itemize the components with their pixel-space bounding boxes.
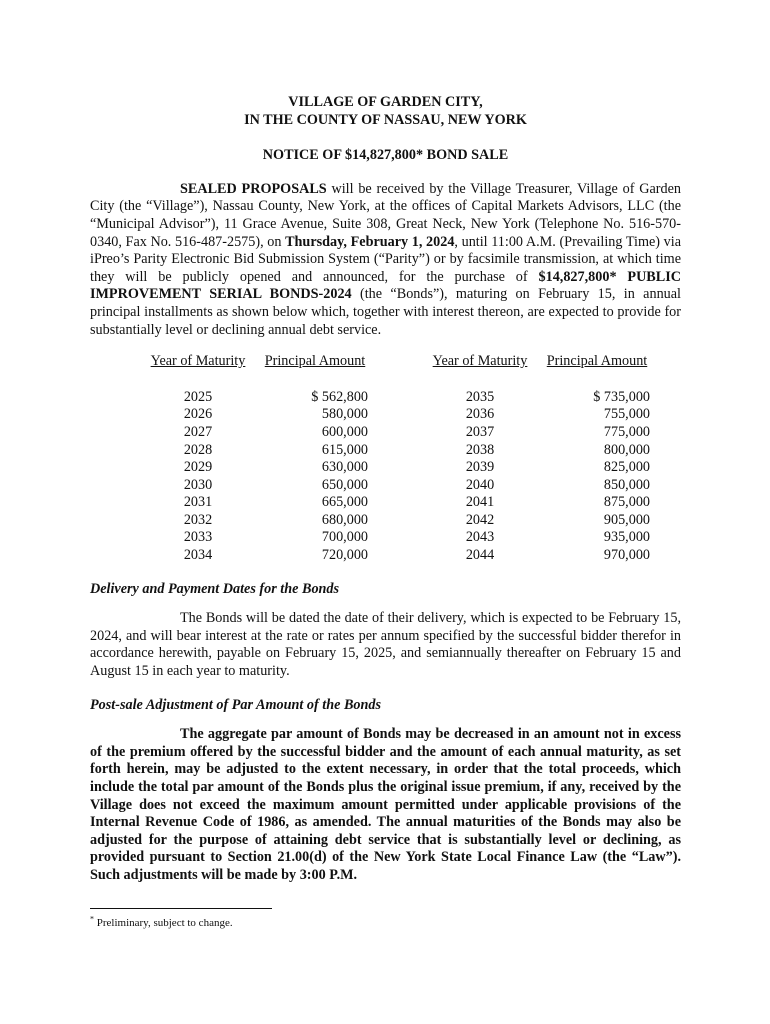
principal-amount-cell: 720,000	[321, 547, 368, 564]
maturity-table-header	[134, 353, 650, 389]
principal-amount-cell: 580,000	[321, 406, 368, 423]
principal-amount-cell: $ 562,800	[311, 388, 368, 405]
maturity-table-body	[134, 389, 650, 565]
maturity-year-cell: 2044	[465, 547, 495, 564]
principal-amount-cell: 850,000	[603, 476, 650, 493]
maturity-year-cell: 2031	[183, 494, 213, 511]
principal-amount-cell: 665,000	[321, 494, 368, 511]
intro-bonds: $14,827,800* PUBLIC IMPROVEMENT SERIAL BONDS-2024	[90, 268, 682, 303]
principal-amount-cell: 615,000	[321, 441, 368, 458]
intro-text-c: (the “Bonds”), maturing on February 15, in annual principal installments as shown below which, together with interest thereon, are expected to provide for substantially level or declining annual debt service.	[90, 286, 681, 338]
footnote-mark: *	[90, 914, 94, 924]
intro-text-b: , until 11:00 A.M. (Prevailing Time) via iPreo’s Parity Electronic Bid Submission System (“Parity”) or by facsimile transmission, at which time they will be publicly opened and announced, for the purchase of	[90, 233, 681, 285]
principal-amount-cell: 825,000	[603, 459, 650, 476]
maturity-year-cell: 2038	[465, 441, 495, 458]
principal-amount-cell: 875,000	[603, 494, 650, 511]
table-row	[134, 512, 650, 530]
maturity-year-cell: 2039	[465, 459, 495, 476]
table-row	[134, 459, 650, 477]
header-amount-1: Principal Amount	[264, 353, 366, 370]
intro-lead: SEALED PROPOSALS	[180, 180, 327, 197]
document-page	[90, 94, 681, 885]
maturity-year-cell: 2034	[183, 547, 213, 564]
title-village: VILLAGE OF GARDEN CITY,	[288, 94, 483, 110]
adjustment-paragraph: The aggregate par amount of Bonds may be decreased in an amount not in excess of the premium offered by the successful bidder and the amount of each annual maturity, as set forth herein, may be adjusted to the extent necessary, in order that the total proceeds, which include the total par amount of the Bonds plus the original issue premium, if any, received by the Village does not exceed the maximum amount permitted under applicable provisions of the Internal Revenue Code of 1986, as amended. The annual maturities of the Bonds may also be adjusted for the purpose of attaining debt service that is substantially level or declining, as provided pursuant to Section 21.00(d) of the New York State Local Finance Law (the “Law”). Such adjustments will be made by 3:00 P.M.	[90, 726, 681, 883]
maturity-year-cell: 2025	[183, 388, 213, 405]
delivery-paragraph: The Bonds will be dated the date of their delivery, which is expected to be February 15, 2024, and will bear interest at the rate or rates per annum specified by the successful bidder therefor in accordance herewith, payable on February 15, 2025, and semiannually thereafter on February 15 and August 15 in each year to maturity.	[90, 610, 681, 680]
maturity-year-cell: 2033	[183, 529, 213, 546]
maturity-year-cell: 2042	[465, 511, 495, 528]
maturity-year-cell: 2027	[183, 423, 213, 440]
principal-amount-cell: 630,000	[321, 459, 368, 476]
table-row	[134, 547, 650, 565]
header-amount-2: Principal Amount	[546, 353, 648, 370]
header-year-1: Year of Maturity	[150, 353, 246, 370]
principal-amount-cell: 800,000	[603, 441, 650, 458]
principal-amount-cell: 600,000	[321, 423, 368, 440]
intro-paragraph	[90, 181, 681, 339]
principal-amount-cell: 905,000	[603, 511, 650, 528]
principal-amount-cell: 970,000	[603, 547, 650, 564]
table-row	[134, 389, 650, 407]
intro-date: Thursday, February 1, 2024	[285, 233, 455, 250]
principal-amount-cell: 755,000	[603, 406, 650, 423]
maturity-year-cell: 2043	[465, 529, 495, 546]
footnote-text: Preliminary, subject to change.	[94, 917, 233, 929]
maturity-year-cell: 2030	[183, 476, 213, 493]
principal-amount-cell: 775,000	[603, 423, 650, 440]
delivery-heading: Delivery and Payment Dates for the Bonds	[90, 580, 340, 597]
maturity-year-cell: 2036	[465, 406, 495, 423]
maturity-year-cell: 2035	[465, 388, 495, 405]
maturity-year-cell: 2028	[183, 441, 213, 458]
principal-amount-cell: 650,000	[321, 476, 368, 493]
maturity-year-cell: 2029	[183, 459, 213, 476]
principal-amount-cell: 935,000	[603, 529, 650, 546]
maturity-year-cell: 2026	[183, 406, 213, 423]
principal-amount-cell: 700,000	[321, 529, 368, 546]
table-row	[134, 477, 650, 495]
maturity-year-cell: 2032	[183, 511, 213, 528]
adjustment-heading: Post-sale Adjustment of Par Amount of the Bonds	[90, 696, 382, 713]
table-row	[134, 494, 650, 512]
header-year-2: Year of Maturity	[432, 353, 528, 370]
table-row	[134, 406, 650, 424]
principal-amount-cell: 680,000	[321, 511, 368, 528]
maturity-year-cell: 2037	[465, 423, 495, 440]
notice-title: NOTICE OF $14,827,800* BOND SALE	[262, 147, 509, 164]
maturity-year-cell: 2041	[465, 494, 495, 511]
intro-text-a: will be received by the Village Treasurer, Village of Garden City (the “Village”), Nassau County, New York, at the offices of Capital Markets Advisors, LLC (the “Municipal Advisor”), 11 Grace Avenue, Suite 308, Great Neck, New York (Telephone No. 516-570-0340, Fax No. 516-487-2575), on	[90, 180, 681, 250]
principal-amount-cell: $ 735,000	[593, 388, 650, 405]
title-county: IN THE COUNTY OF NASSAU, NEW YORK	[244, 111, 527, 128]
footnote	[90, 914, 233, 930]
maturity-table	[134, 353, 650, 565]
table-row	[134, 424, 650, 442]
table-row	[134, 529, 650, 547]
table-row	[134, 442, 650, 460]
maturity-year-cell: 2040	[465, 476, 495, 493]
footnote-divider	[90, 908, 272, 909]
